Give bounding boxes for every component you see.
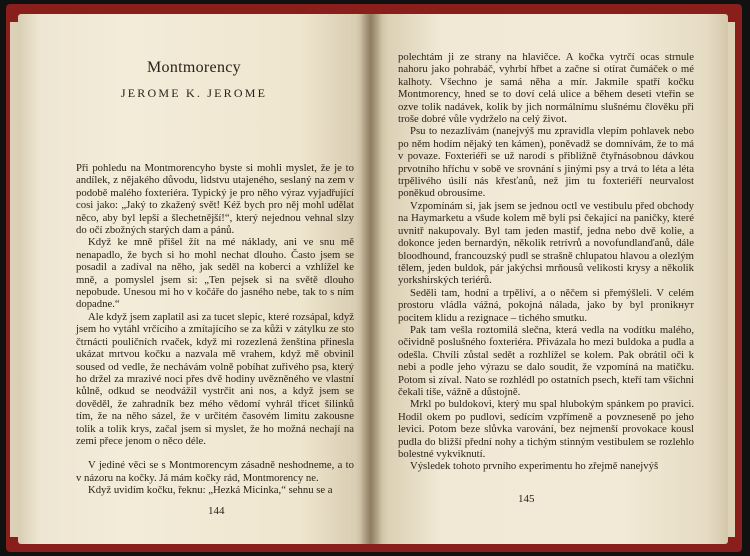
- paragraph: Ale když jsem zaplatil asi za tucet slepic, které rozsápal, když jsem ho vytáhl vrčícího a zmítajícího se za kůži v zátylku ze sto čtrnácti pouličních rvaček, když mi rozezlená ženština přinesla ukázat mrtvou kočku a nazvala mě vrahem, když mě obvinil soused od vedle, že nechávám volně pobíhat zuřivého psa, který ho držel za mrazivé noci přes dvě hodiny uvězněného ve vlastní kůlně, odkud se neodvážil vystrčit ani nos, a když jsem se dověděl, že zahradník bez mého vědomí vyhrál třicet šilinků tím, že na něho sázel, že v určitém časovém limitu zakousne tolik a tolik krys, začal jsem si myslet, že ho možná nechají na zemi přece jenom o něco déle.: [76, 310, 354, 447]
- paragraph: Pak tam vešla roztomilá slečna, která vedla na vodítku malého, očividně poslušného foxteriéra. Přivázala ho mezi buldoka a pudla a odešla. Chvíli zůstal sedět a rozhlížel se kolem. Pak obrátil oči k nebi a podle jeho výrazu se dalo soudit, že vzpomíná na matičku. Potom si zíval. Nato se rozhlédl po ostatních psech, kteří tam všichni čekali tiše, vážně a důstojně.: [398, 323, 694, 398]
- left-page-text: [76, 162, 354, 497]
- paragraph: Když ke mně přišel žít na mé náklady, ani ve snu mě nenapadlo, že bych si ho mohl nechat dlouho. Často jsem se posadil a zadíval na něho, jak seděl na koberci a vzhlížel ke mně, a pomyslel jsem si: „Ten pejsek si na světě dlouho nepobude. Unesou mi ho v kočáře do jasného nebe, tak to s ním dopadne.“: [76, 236, 354, 311]
- right-page-text: [398, 51, 694, 473]
- paragraph: Vzpomínám si, jak jsem se jednou octl ve vestibulu před obchody na Haymarketu a všude kolem mě byli psi čekající na paničky, které uvnitř nakupovaly. Byl tam jeden mastif, jedna nebo dvě kolie, a dokonce jeden bernardýn, několik retrívrů a novofundlanďanů, dále bloodhound, francouzský pudl se strašně chlupatou hlavou a olezlým tělem, jeden buldok, pár jakýchsi mrňousů velikosti krysy a několik yorkshirských teriérů.: [398, 199, 694, 287]
- page-number: 144: [208, 505, 225, 517]
- book-gutter: [360, 14, 382, 544]
- chapter-author: JEROME K. JEROME: [120, 86, 268, 100]
- paragraph: polechtám ji ze strany na hlavičce. A kočka vytrčí ocas strnule nahoru jako pohrabáč, vyhrbí hřbet a začne si otírat čumáček o mé kalhoty. Všechno je samá něha a mír. Jakmile spatří kočku Montmorency, hned se to doví celá ulice a během deseti vteřin se ozve tolik nadávek, kolik by jich normálnímu slušnému člověku při troše dobré vůle vydrželo na celý život.: [398, 51, 694, 126]
- paragraph: Mrkl po buldokovi, který mu spal hlubokým spánkem po pravici. Hodil okem po pudlovi, sedícím vzpřímeně a povzneseně po jeho levici. Potom beze slůvka varování, bez nejmenší provokace kousl pudla do bližší přední nohy a tichým stinným vestibulem se rozlehlo bolestné vykviknutí.: [398, 398, 694, 460]
- chapter-title: Montmorency: [147, 59, 241, 76]
- paragraph: Když uvidím kočku, řeknu: „Hezká Micinka,“ sehnu se a: [88, 484, 333, 497]
- page-edges-right: [727, 22, 735, 537]
- paragraph: Psu to nezazlívám (nanejvýš mu zpravidla vlepím pohlavek nebo po něm hodím nějaký ten kámen), poněvadž se domnívám, že to má v povaze. Foxteriéři se už narodí s přibližně čtyřnásobnou dávkou prvotního hříchu v sobě ve srovnání s jinými psy a trvá to léta a léta trpělivého úsilí nás křesťanů, než jim tu foxteriéří neurvalost poněkud obrousíme.: [398, 125, 694, 200]
- paragraph: V jediné věci se s Montmorencym zásadně neshodneme, a to v názoru na kočky. Já mám kočky rád, Montmorency ne.: [76, 459, 354, 484]
- right-page: [370, 14, 728, 544]
- paragraph: Při pohledu na Montmorencyho byste si mohli myslet, že je to andílek, z nějakého důvodu, lidstvu utajeného, seslaný na zem v podobě malého foxteriéra. Typický je pro něho výraz vyjadřující cosi jako: „Jaký to zkažený svět! Kéž bych pro něj mohl udělat něco, aby byl lepší a šlechetnější!“, který nejednou vehnal slzy do očí zbožných starých dam a pánů.: [76, 162, 354, 237]
- paragraph: Výsledek tohoto prvního experimentu ho zřejmě nanejvýš: [410, 460, 659, 473]
- page-number: 145: [518, 493, 535, 505]
- paragraph: Seděli tam, hodní a trpěliví, a o něčem si přemýšleli. V celém prostoru vládla vážná, pokojná nálada, jako by byl pronikнут pocitem klidu a rezignace – tichého smutku.: [398, 286, 694, 324]
- left-page: [18, 14, 370, 544]
